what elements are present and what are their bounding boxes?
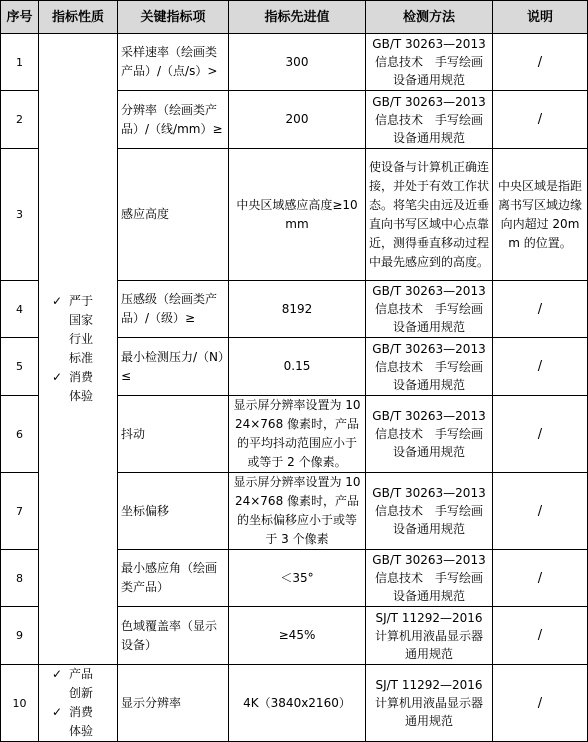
- nature-text: 国家: [69, 313, 94, 327]
- nature-text: 体验: [69, 724, 94, 738]
- nature-text: 产品: [69, 667, 94, 681]
- row-number: 10: [1, 665, 39, 742]
- item-cell: 最小感应角（绘画类产品）: [118, 550, 229, 607]
- value-cell: 显示屏分辨率设置为 1024×768 像素时，产品的坐标偏移应小于或等于 3 个像素: [229, 473, 366, 550]
- header-item: 关键指标项: [118, 1, 229, 34]
- item-cell: 分辨率（绘画类产品）/（线/mm）≥: [118, 91, 229, 149]
- value-cell: ≥45%: [229, 607, 366, 665]
- row-number: 5: [1, 338, 39, 396]
- table-row: [1, 34, 588, 91]
- method-cell: GB/T 30263—2013 信息技术 手写绘画 设备通用规范: [366, 281, 493, 338]
- value-cell: 中央区域感应高度≥10 mm: [229, 149, 366, 281]
- header-no: 序号: [1, 1, 39, 34]
- row-number: 3: [1, 149, 39, 281]
- header-method: 检测方法: [366, 1, 493, 34]
- row-number: 1: [1, 34, 39, 91]
- value-cell: 显示屏分辨率设置为 1024×768 像素时，产品的平均抖动范围应小于或等于 2 个像素。: [229, 396, 366, 473]
- nature-item: [45, 368, 117, 406]
- method-cell: GB/T 30263—2013 信息技术 手写绘画 设备通用规范: [366, 338, 493, 396]
- nature-text: 创新: [69, 686, 94, 700]
- note-cell: /: [493, 281, 588, 338]
- note-cell: /: [493, 91, 588, 149]
- item-cell: 色域覆盖率（显示设备）: [118, 607, 229, 665]
- check-icon: ✓: [51, 294, 63, 308]
- value-cell: 0.15: [229, 338, 366, 396]
- note-cell: /: [493, 665, 588, 742]
- nature-text: 标准: [69, 351, 94, 365]
- row-number: 9: [1, 607, 39, 665]
- row-number: 6: [1, 396, 39, 473]
- nature-cell-group1: [39, 34, 118, 665]
- check-icon: ✓: [51, 705, 63, 719]
- item-cell: 坐标偏移: [118, 473, 229, 550]
- table-row: [1, 665, 588, 742]
- method-cell: GB/T 30263—2013 信息技术 手写绘画 设备通用规范: [366, 396, 493, 473]
- nature-text: 消费: [69, 705, 94, 719]
- header-value: 指标先进值: [229, 1, 366, 34]
- item-cell: 显示分辨率: [118, 665, 229, 742]
- method-cell: GB/T 30263—2013 信息技术 手写绘画 设备通用规范: [366, 550, 493, 607]
- value-cell: ＜35°: [229, 550, 366, 607]
- note-cell: /: [493, 338, 588, 396]
- nature-item: [45, 703, 117, 741]
- row-number: 4: [1, 281, 39, 338]
- nature-cell-group2: [39, 665, 118, 742]
- note-cell: /: [493, 550, 588, 607]
- row-number: 8: [1, 550, 39, 607]
- item-cell: 压感级（绘画类产品）/（级）≥: [118, 281, 229, 338]
- row-number: 7: [1, 473, 39, 550]
- item-cell: 最小检测压力/（N）≤: [118, 338, 229, 396]
- note-cell: /: [493, 473, 588, 550]
- value-cell: 4K（3840x2160）: [229, 665, 366, 742]
- method-cell: 使设备与计算机正确连接，并处于有效工作状态。将笔尖由远及近垂直向书写区域中心点靠近，测得垂直移动过程中最先感应到的高度。: [366, 149, 493, 281]
- method-cell: GB/T 30263—2013 信息技术 手写绘画 设备通用规范: [366, 34, 493, 91]
- note-cell: 中央区域是指距离书写区域边缘向内超过 20mm 的位置。: [493, 149, 588, 281]
- note-cell: /: [493, 396, 588, 473]
- nature-item: [45, 665, 117, 703]
- method-cell: SJ/T 11292—2016 计算机用液晶显示器 通用规范: [366, 607, 493, 665]
- check-icon: ✓: [51, 370, 63, 384]
- table-header-row: [1, 1, 588, 34]
- value-cell: 8192: [229, 281, 366, 338]
- nature-text: 行业: [69, 332, 94, 346]
- item-cell: 感应高度: [118, 149, 229, 281]
- method-cell: GB/T 30263—2013 信息技术 手写绘画 设备通用规范: [366, 473, 493, 550]
- method-cell: GB/T 30263—2013 信息技术 手写绘画 设备通用规范: [366, 91, 493, 149]
- note-cell: /: [493, 34, 588, 91]
- check-icon: ✓: [51, 667, 63, 681]
- nature-text: 体验: [69, 389, 94, 403]
- header-note: 说明: [493, 1, 588, 34]
- item-cell: 采样速率（绘画类产品）/（点/s）>: [118, 34, 229, 91]
- nature-text: 严于: [69, 294, 94, 308]
- value-cell: 300: [229, 34, 366, 91]
- row-number: 2: [1, 91, 39, 149]
- method-cell: SJ/T 11292—2016 计算机用液晶显示器 通用规范: [366, 665, 493, 742]
- nature-text: 消费: [69, 370, 94, 384]
- nature-item: [45, 292, 117, 368]
- item-cell: 抖动: [118, 396, 229, 473]
- header-nature: 指标性质: [39, 1, 118, 34]
- note-cell: /: [493, 607, 588, 665]
- value-cell: 200: [229, 91, 366, 149]
